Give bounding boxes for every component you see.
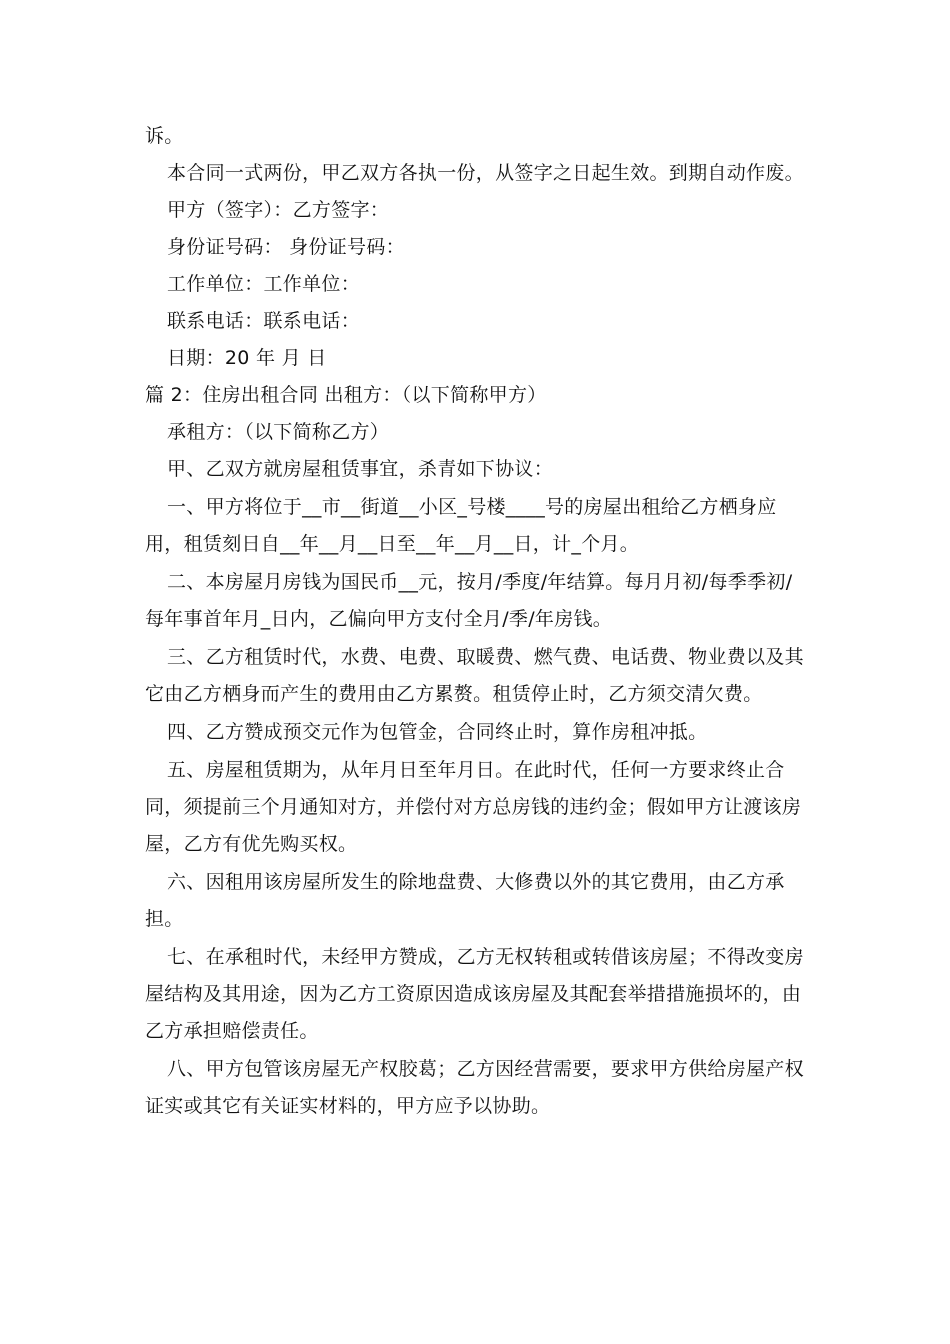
paragraph-id-numbers: 身份证号码： 身份证号码：	[167, 236, 405, 258]
clause-4: 四、乙方赞成预交元作为包管金，合同终止时，算作房租冲抵。	[167, 721, 708, 743]
paragraph-phone-numbers: 联系电话：联系电话：	[167, 310, 361, 332]
clause-8: 八、甲方包管该房屋无产权胶葛；乙方因经营需要，要求甲方供给房屋产权证实或其它有关证实材料的，甲方应予以协助。	[145, 1058, 804, 1117]
clause-2: 二、本房屋月房钱为国民币__元，按月/季度/年结算。每月月初/每季季初/每年事首年月_日内，乙偏向甲方支付全月/季/年房钱。	[145, 571, 793, 630]
paragraph-lessee: 承租方：（以下简称乙方）	[167, 421, 390, 443]
document-body	[145, 118, 810, 1125]
paragraph-agreement-intro: 甲、乙双方就房屋租赁事宜，杀青如下协议：	[167, 458, 554, 480]
paragraph-signatures: 甲方（签字）：乙方签字：	[167, 199, 390, 221]
clause-5: 五、房屋租赁期为，从年月日至年月日。在此时代，任何一方要求终止合同，须提前三个月通知对方，并偿付对方总房钱的违约金；假如甲方让渡该房屋，乙方有优先购买权。	[145, 759, 802, 855]
paragraph-work-units: 工作单位：工作单位：	[167, 273, 361, 295]
paragraph-continuation: 诉。	[145, 125, 184, 147]
clause-7: 七、在承租时代，未经甲方赞成，乙方无权转租或转借该房屋；不得改变房屋结构及其用途，因为乙方工资原因造成该房屋及其配套举措措施损坏的，由乙方承担赔偿责任。	[145, 946, 804, 1042]
section-title-lease-contract: 篇 2：住房出租合同 出租方：（以下简称甲方）	[145, 384, 547, 406]
paragraph-contract-copies: 本合同一式两份，甲乙双方各执一份，从签字之日起生效。到期自动作废。	[167, 162, 804, 184]
clause-1: 一、甲方将位于__市__街道__小区_号楼____号的房屋出租给乙方栖身应用，租赁刻日自__年__月__日至__年__月__日，计_个月。	[145, 496, 777, 555]
paragraph-date: 日期：20 年 月 日	[167, 347, 327, 369]
clause-6: 六、因租用该房屋所发生的除地盘费、大修费以外的其它费用，由乙方承担。	[145, 871, 785, 930]
clause-3: 三、乙方租赁时代，水费、电费、取暖费、燃气费、电话费、物业费以及其它由乙方栖身而产生的费用由乙方累赘。租赁停止时，乙方须交清欠费。	[145, 646, 804, 705]
